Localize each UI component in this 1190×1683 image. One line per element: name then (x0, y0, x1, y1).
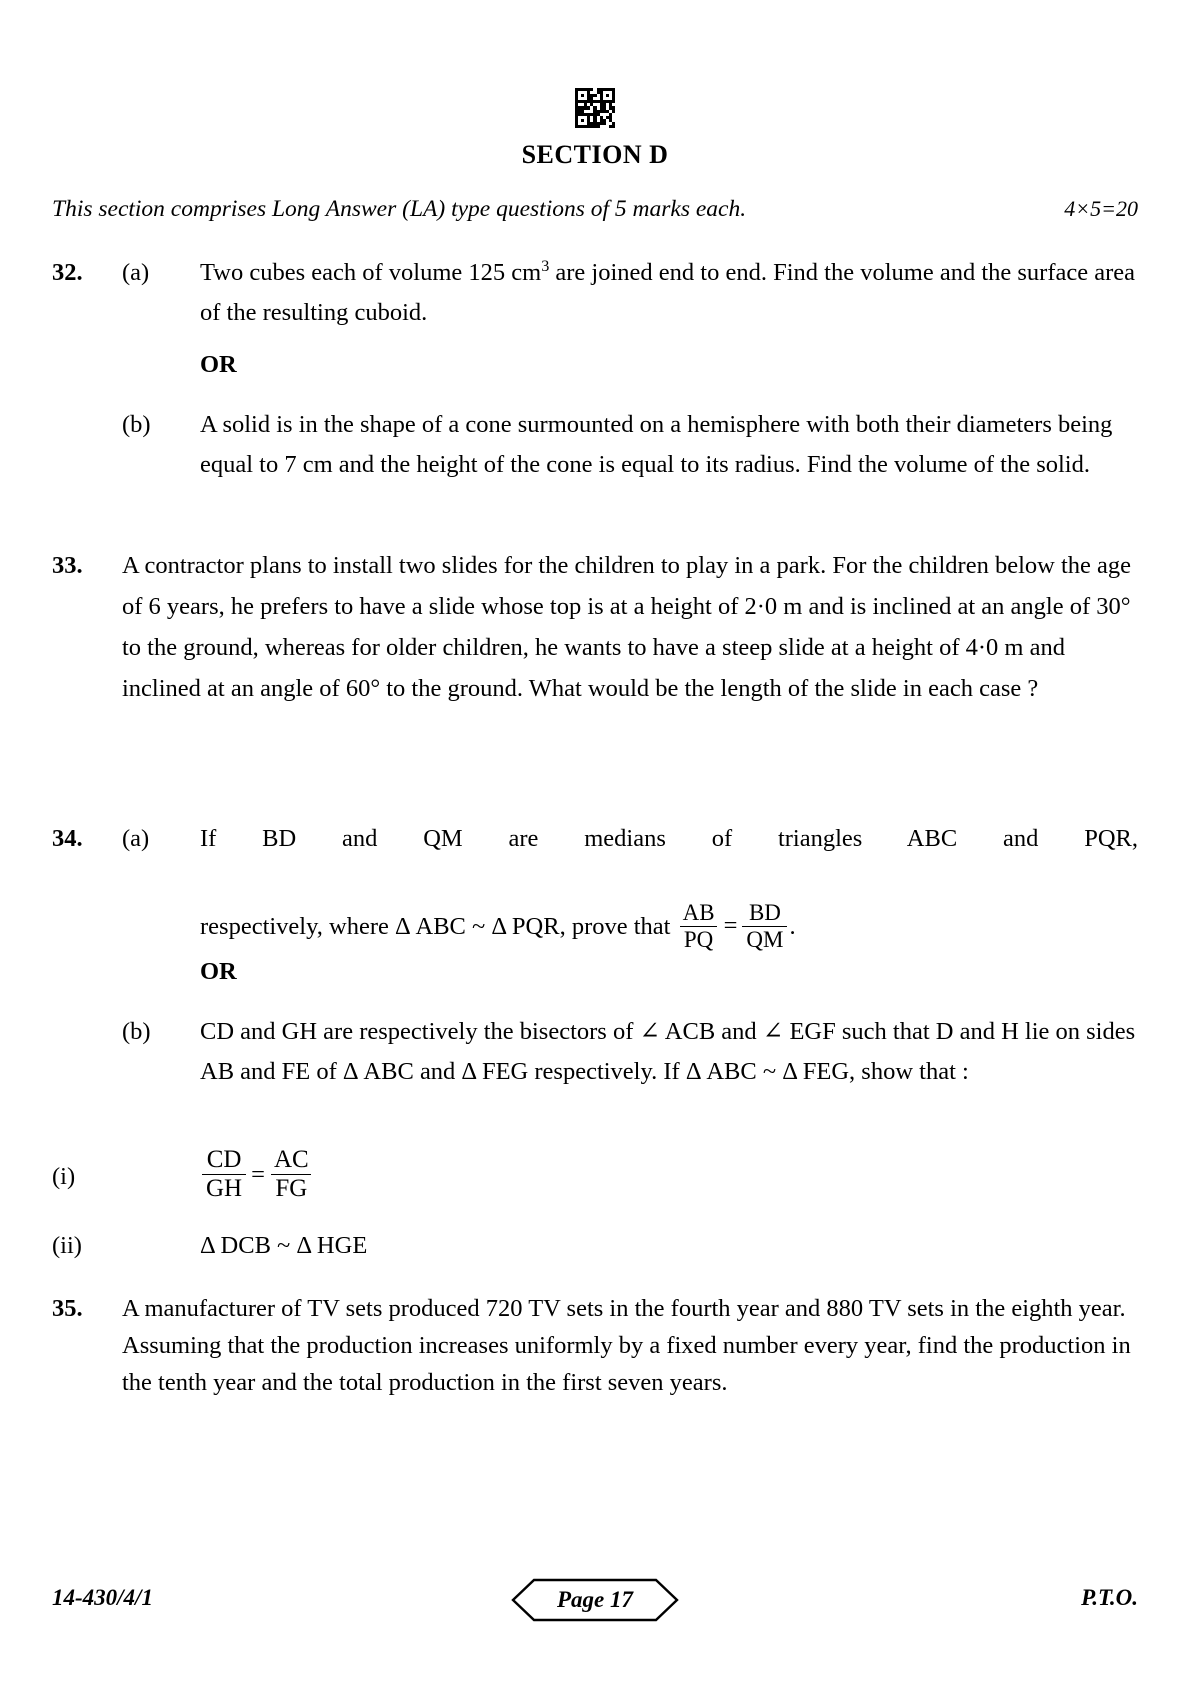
question-34a-label: (a) (122, 825, 150, 852)
question-35-text: A manufacturer of TV sets produced 720 TV sets in the fourth year and 880 TV sets in the eighth year. Assuming that the production increases uniformly by a fixed number every year, find the production in the tenth year and the total production in the first seven years. (122, 1295, 1131, 1396)
question-32a-label: (a) (122, 259, 150, 286)
section-instruction-row (52, 196, 1138, 223)
question-32 (52, 253, 1138, 333)
question-34-number: 34. (52, 825, 83, 852)
question-34a-period: . (789, 912, 796, 940)
question-33-number: 33. (52, 552, 83, 579)
equals-sign-34bi: = (251, 1160, 265, 1188)
question-32-number: 32. (52, 259, 83, 286)
question-34-or-label: OR (200, 958, 237, 985)
question-34a-body (200, 818, 1138, 955)
fraction-cd-gh-denominator: GH (202, 1174, 246, 1203)
section-title: SECTION D (521, 140, 669, 169)
fraction-bd-qm (742, 900, 787, 953)
question-34 (52, 818, 1138, 955)
question-34b-label: (b) (122, 1018, 151, 1045)
question-33 (52, 545, 1138, 709)
question-34b-item-i-label: (i) (52, 1162, 76, 1190)
cm-cubed-exponent: 3 (541, 257, 550, 275)
question-32a-text: Two cubes each of volume 125 $cm^3$ are joined end to end. Find the volume and the surface area of the resulting cuboid. (200, 257, 1136, 326)
question-34a-line1: If BD and QM are medians of triangles ABC and PQR, (200, 825, 1138, 852)
fraction-ab-pq (679, 900, 719, 953)
section-marks-note: 4×5=20 (1064, 196, 1138, 221)
question-32-or-label: OR (200, 351, 237, 378)
question-35 (52, 1290, 1138, 1401)
question-34b-item-ii-label: (ii) (52, 1232, 82, 1259)
qr-code-icon (575, 88, 615, 128)
question-35-number: 35. (52, 1295, 83, 1322)
page-number-label: Page 17 (556, 1587, 633, 1612)
fraction-ab-pq-denominator: PQ (680, 926, 717, 953)
question-34b-text: CD and GH are respectively the bisectors of ∠ ACB and ∠ EGF such that D and H lie on sides AB and FE of Δ ABC and Δ FEG respectively. If Δ ABC ~ Δ FEG, show that : (200, 1018, 1136, 1085)
question-33-text: A contractor plans to install two slides for the children to play in a park. For the children below the age of 6 years, he prefers to have a slide whose top is at a height of 2·0 m and is inclined at an angle of 30° to the ground, whereas for older children, he wants to have a steep slide at a height of 4·0 m and inclined at an angle of 60° to the ground. What would be the length of the slide in each case ? (122, 552, 1131, 702)
footer-paper-code: 14-430/4/1 (52, 1585, 153, 1610)
fraction-cd-gh (202, 1146, 246, 1203)
page-footer (52, 1577, 1138, 1623)
question-34b-item-ii (52, 1232, 1138, 1260)
question-34b-item-i-body (200, 1148, 1138, 1205)
section-instruction-text: This section comprises Long Answer (LA) type questions of 5 marks each. (52, 196, 747, 222)
fraction-ac-fg-numerator: AC (273, 1146, 309, 1173)
fraction-ac-fg (270, 1146, 313, 1203)
qr-code-wrapper (0, 88, 1190, 128)
question-34b-item-i (52, 1148, 1138, 1205)
question-34b-item-ii-text: Δ DCB ~ Δ HGE (200, 1232, 368, 1259)
fraction-cd-gh-numerator: CD (206, 1146, 242, 1173)
question-32b-text: A solid is in the shape of a cone surmounted on a hemisphere with both their diameters being equal to 7 cm and the height of the cone is equal to its radius. Find the volume of the solid. (200, 411, 1113, 478)
question-32b (52, 405, 1138, 485)
fraction-ab-pq-numerator: AB (682, 900, 715, 925)
question-34b (52, 1012, 1138, 1092)
fraction-ac-fg-denominator: FG (271, 1174, 311, 1203)
fraction-bd-qm-numerator: BD (748, 900, 781, 925)
fraction-bd-qm-denominator: QM (742, 926, 787, 953)
page-number-banner (510, 1577, 680, 1623)
footer-pto-label: P.T.O. (1081, 1585, 1138, 1610)
question-32b-label: (b) (122, 411, 151, 438)
question-34a-line2: respectively, where Δ ABC ~ Δ PQR, prove that $\frac{AB}{PQ}$ = $\frac{BD}{QM}$ . (200, 900, 796, 952)
equals-sign-34a: = (723, 912, 738, 940)
